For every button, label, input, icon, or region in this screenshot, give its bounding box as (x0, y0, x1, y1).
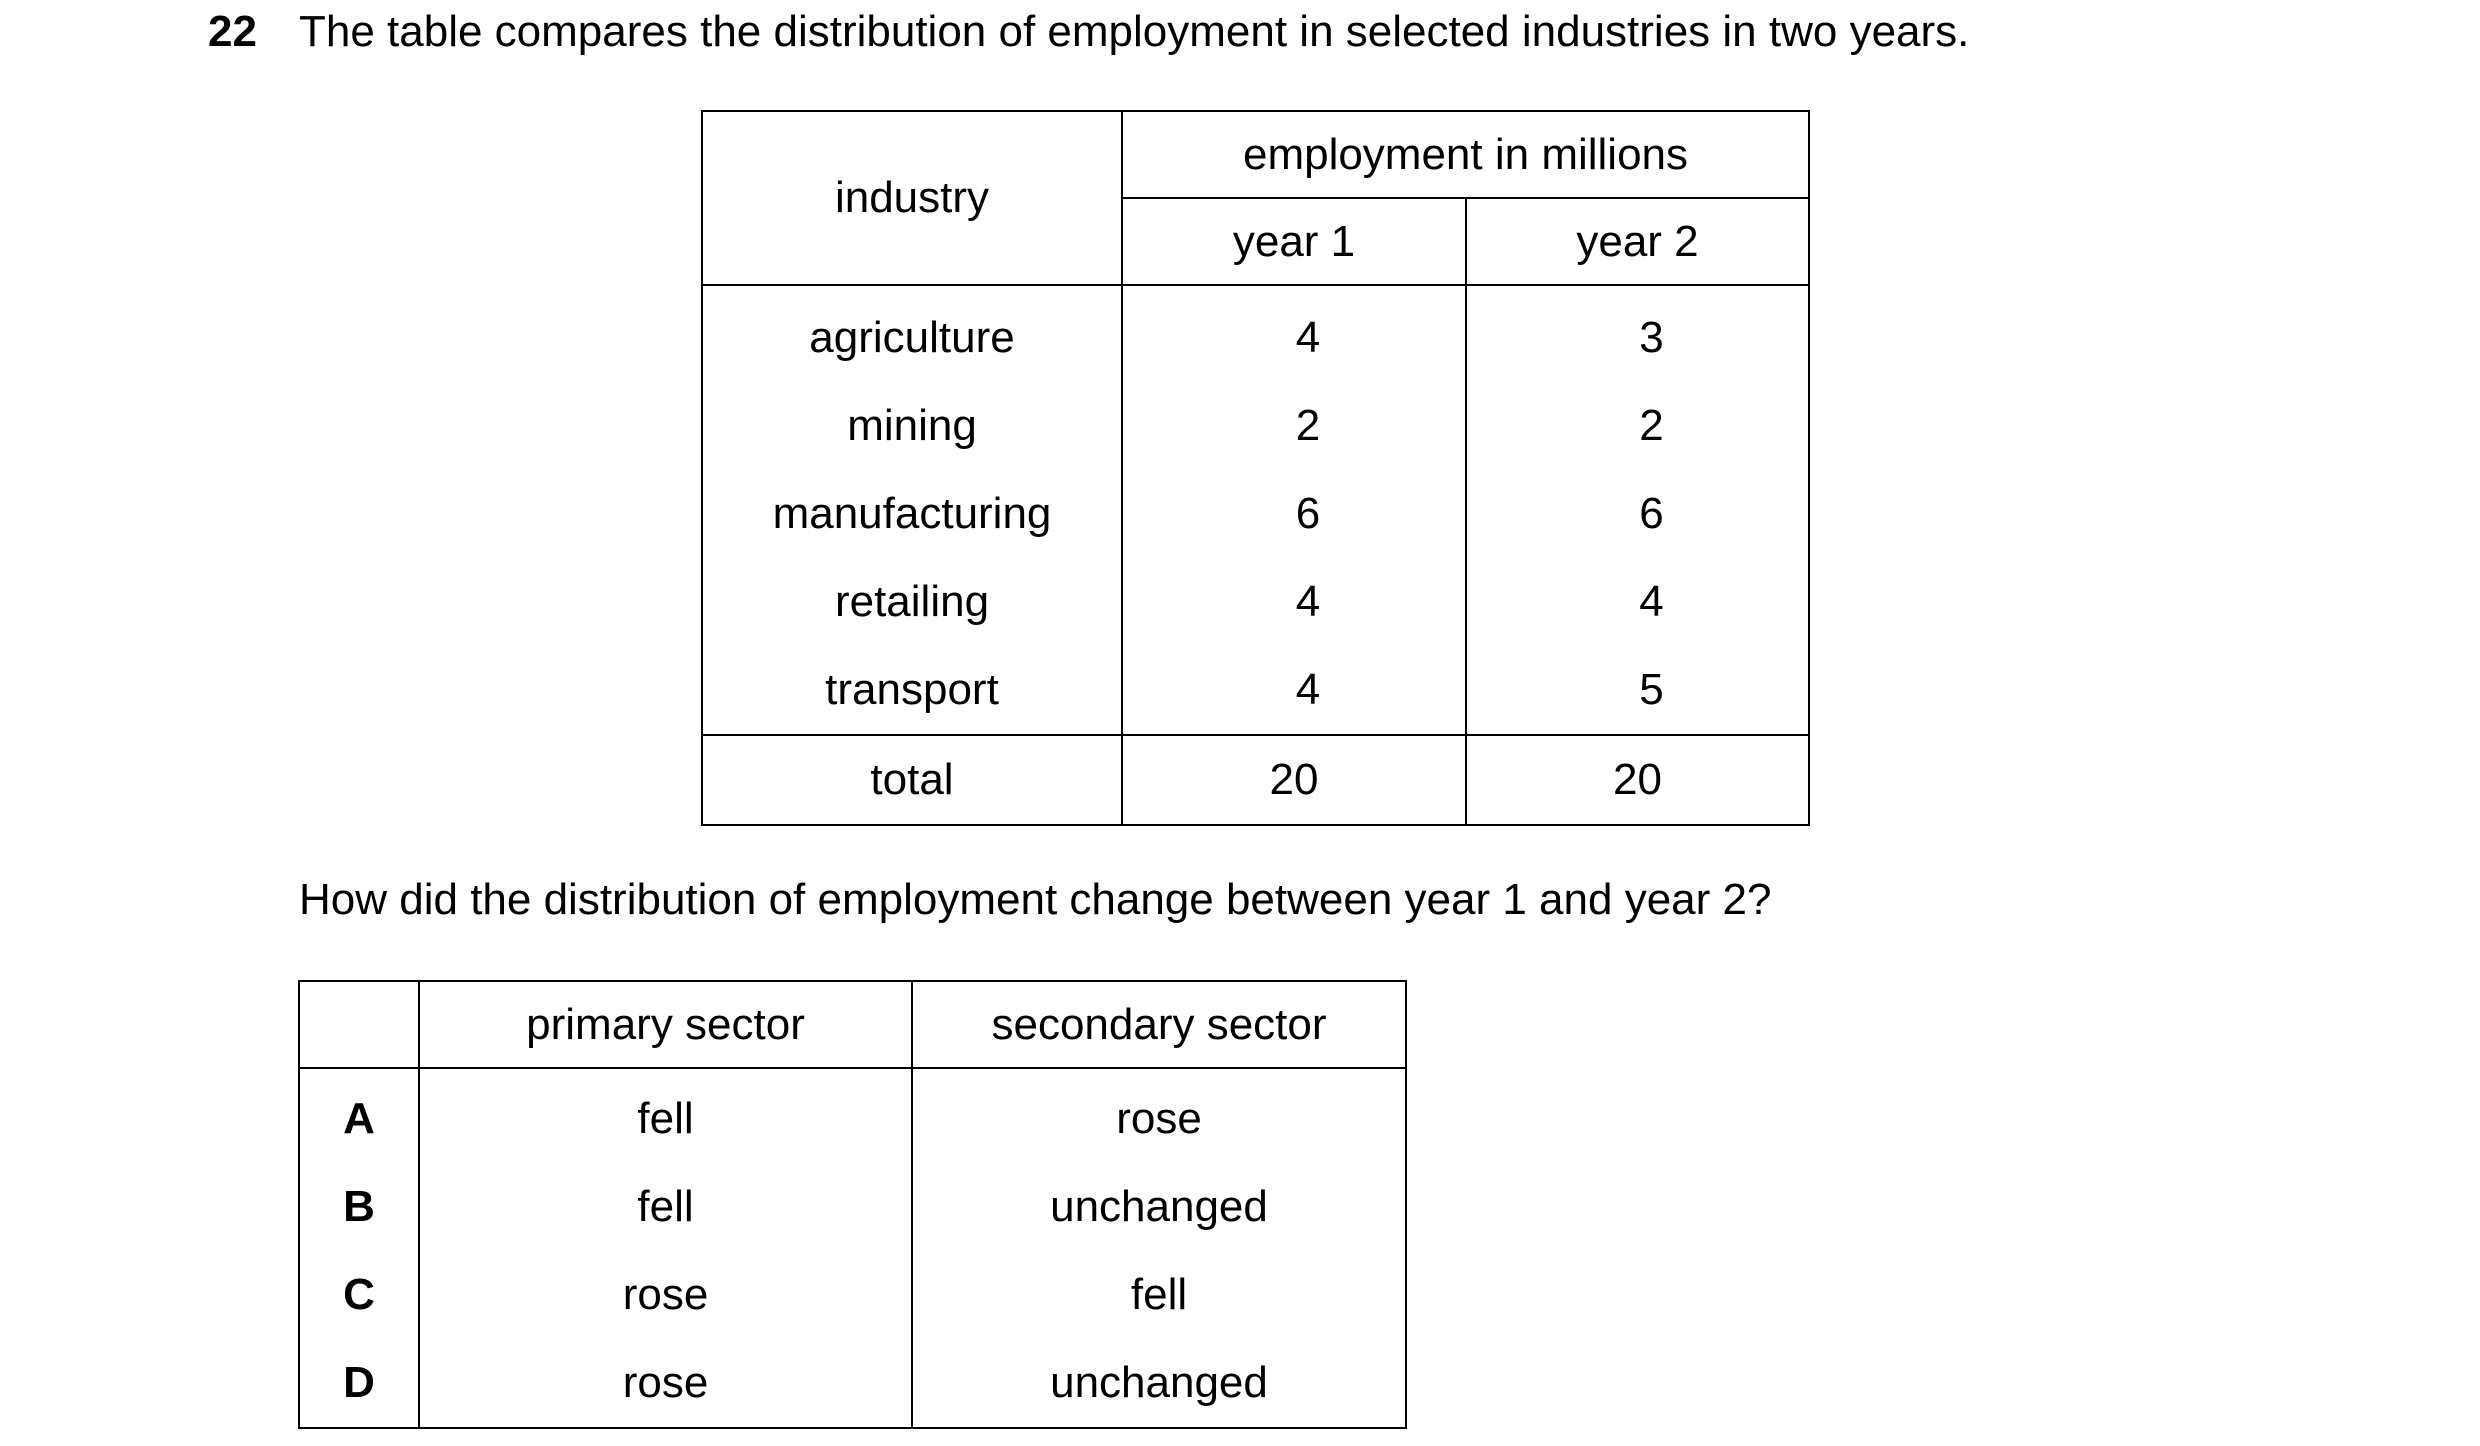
total-label: total (702, 735, 1122, 825)
question-number: 22 (208, 7, 257, 56)
industry-cell: transport (702, 646, 1122, 735)
primary-cell: fell (419, 1068, 912, 1163)
employment-table (701, 110, 1810, 826)
year2-cell: 6 (1466, 470, 1809, 558)
question-prompt: How did the distribution of employment change between year 1 and year 2? (299, 875, 1772, 924)
table-row (702, 382, 1809, 470)
header-blank (299, 981, 419, 1068)
year2-cell: 2 (1466, 382, 1809, 470)
option-letter: A (299, 1068, 419, 1163)
year2-cell: 5 (1466, 646, 1809, 735)
primary-cell: rose (419, 1251, 912, 1339)
industry-cell: retailing (702, 558, 1122, 646)
header-year2: year 2 (1466, 198, 1809, 285)
year1-cell: 4 (1122, 558, 1466, 646)
secondary-cell: unchanged (912, 1339, 1406, 1428)
question-text: The table compares the distribution of employment in selected industries in two years. (299, 7, 1970, 56)
option-row-c[interactable] (299, 1251, 1406, 1339)
total-year2: 20 (1466, 735, 1809, 825)
option-row-d[interactable] (299, 1339, 1406, 1428)
primary-cell: fell (419, 1163, 912, 1251)
year1-cell: 2 (1122, 382, 1466, 470)
option-letter: D (299, 1339, 419, 1428)
option-letter: C (299, 1251, 419, 1339)
year1-cell: 6 (1122, 470, 1466, 558)
secondary-cell: unchanged (912, 1163, 1406, 1251)
option-row-b[interactable] (299, 1163, 1406, 1251)
table-row (702, 470, 1809, 558)
header-year1: year 1 (1122, 198, 1466, 285)
primary-cell: rose (419, 1339, 912, 1428)
secondary-cell: rose (912, 1068, 1406, 1163)
table-row (702, 285, 1809, 382)
year1-cell: 4 (1122, 646, 1466, 735)
header-employment-group: employment in millions (1122, 111, 1809, 198)
total-row (702, 735, 1809, 825)
table-row (702, 646, 1809, 735)
secondary-cell: fell (912, 1251, 1406, 1339)
option-letter: B (299, 1163, 419, 1251)
total-year1: 20 (1122, 735, 1466, 825)
industry-cell: agriculture (702, 285, 1122, 382)
option-row-a[interactable] (299, 1068, 1406, 1163)
options-table (298, 980, 1407, 1429)
industry-cell: mining (702, 382, 1122, 470)
year2-cell: 3 (1466, 285, 1809, 382)
table-row (702, 558, 1809, 646)
header-industry: industry (702, 111, 1122, 285)
header-primary-sector: primary sector (419, 981, 912, 1068)
header-secondary-sector: secondary sector (912, 981, 1406, 1068)
industry-cell: manufacturing (702, 470, 1122, 558)
year1-cell: 4 (1122, 285, 1466, 382)
year2-cell: 4 (1466, 558, 1809, 646)
